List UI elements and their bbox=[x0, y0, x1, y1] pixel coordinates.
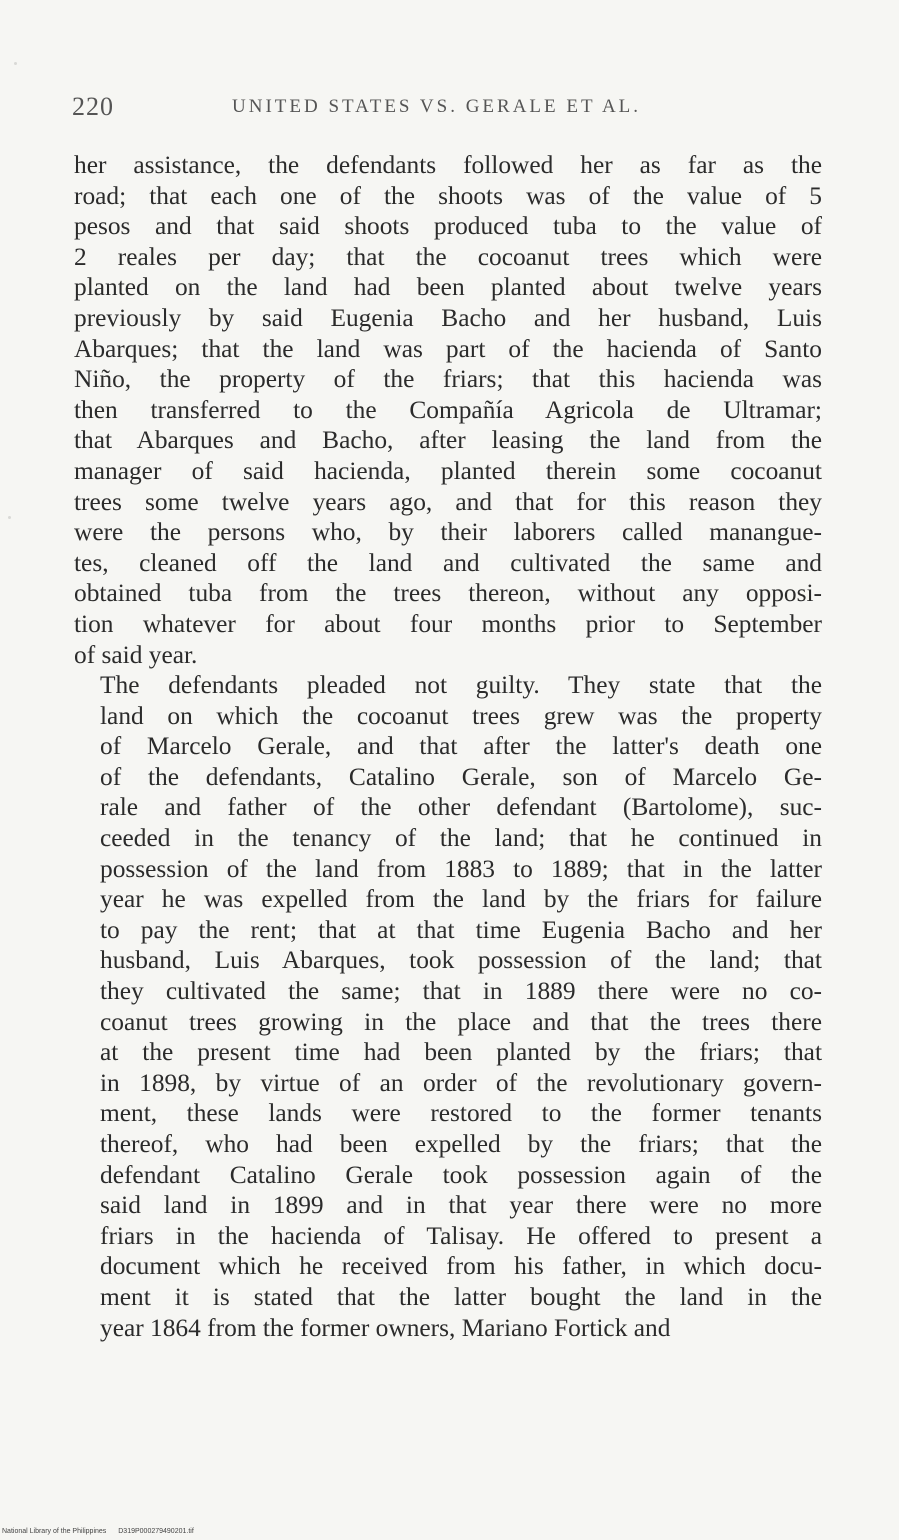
text-line: friars in the hacienda of Talisay. He offered to present a bbox=[100, 1221, 822, 1250]
text-line: of Marcelo Gerale, and that after the latter's death one bbox=[100, 732, 822, 761]
text-line: tes, cleaned off the land and cultivated the same and bbox=[74, 548, 822, 577]
text-line: trees some twelve years ago, and that for this reason they bbox=[74, 487, 822, 516]
text-line: of said year. bbox=[74, 640, 198, 669]
text-line: that Abarques and Bacho, after leasing the land from the bbox=[74, 426, 822, 455]
text-line: Niño, the property of the friars; that this hacienda was bbox=[74, 365, 822, 394]
text-line: to pay the rent; that at that time Eugenia Bacho and her bbox=[100, 915, 822, 944]
text-line: rale and father of the other defendant (Bartolome), suc- bbox=[100, 793, 822, 822]
text-line: thereof, who had been expelled by the friars; that the bbox=[100, 1130, 822, 1158]
text-line: husband, Luis Abarques, took possession of the land; that bbox=[100, 946, 822, 975]
text-line: ment it is stated that the latter bought the land in the bbox=[100, 1282, 822, 1311]
text-line: Abarques; that the land was part of the hacienda of Santo bbox=[74, 334, 822, 363]
text-line: previously by said Eugenia Bacho and her husband, Luis bbox=[74, 303, 822, 332]
text-line: 2 reales per day; that the cocoanut trees which were bbox=[74, 242, 822, 271]
paper-speck bbox=[14, 62, 17, 65]
text-line: at the present time had been planted by the friars; that bbox=[100, 1038, 822, 1067]
paper-speck bbox=[8, 516, 11, 519]
text-line: manager of said hacienda, planted therein some cocoanut bbox=[74, 456, 822, 485]
paragraph-1 bbox=[74, 150, 822, 670]
running-head: UNITED STATES VS. GERALE ET AL. bbox=[232, 96, 642, 117]
text-line: defendant Catalino Gerale took possession again of the bbox=[100, 1160, 822, 1189]
text-line: they cultivated the same; that in 1889 there were no co- bbox=[100, 977, 822, 1006]
text-line: road; that each one of the shoots was of the value of 5 bbox=[74, 181, 822, 210]
text-line: planted on the land had been planted about twelve years bbox=[74, 273, 822, 302]
text-line: were the persons who, by their laborers called manangue- bbox=[74, 518, 822, 547]
text-line: said land in 1899 and in that year there were no more bbox=[100, 1191, 822, 1220]
text-line: her assistance, the defendants followed her as far as the bbox=[74, 151, 822, 179]
text-line: ceeded in the tenancy of the land; that he continued in bbox=[100, 824, 822, 853]
text-line: coanut trees growing in the place and that the trees there bbox=[100, 1007, 822, 1036]
text-line: in 1898, by virtue of an order of the revolutionary govern- bbox=[100, 1068, 822, 1097]
footer-id: D319P000279490201.tif bbox=[118, 1528, 194, 1535]
text-line: possession of the land from 1883 to 1889; that in the latter bbox=[100, 854, 822, 883]
text-line: then transferred to the Compañía Agricola de Ultramar; bbox=[74, 395, 822, 424]
paragraph-2 bbox=[74, 670, 822, 1343]
text-line: year 1864 from the former owners, Mariano Fortick and bbox=[100, 1313, 671, 1342]
scan-footer bbox=[2, 1528, 204, 1535]
text-line: ment, these lands were restored to the former tenants bbox=[100, 1099, 822, 1128]
text-line: of the defendants, Catalino Gerale, son of Marcelo Ge- bbox=[100, 762, 822, 791]
text-line: obtained tuba from the trees thereon, without any opposi- bbox=[74, 579, 822, 608]
text-line: tion whatever for about four months prior to September bbox=[74, 609, 822, 638]
footer-source: National Library of the Philippines bbox=[2, 1528, 107, 1535]
text-line: The defendants pleaded not guilty. They state that the bbox=[100, 671, 822, 700]
text-line: pesos and that said shoots produced tuba to the value of bbox=[74, 212, 822, 241]
text-line: land on which the cocoanut trees grew was the property bbox=[100, 701, 822, 730]
body-text bbox=[74, 150, 822, 1343]
page-number: 220 bbox=[72, 92, 114, 121]
text-line: year he was expelled from the land by the friars for failure bbox=[100, 885, 822, 914]
text-line: document which he received from his father, in which docu- bbox=[100, 1252, 822, 1281]
page-header bbox=[72, 92, 824, 132]
